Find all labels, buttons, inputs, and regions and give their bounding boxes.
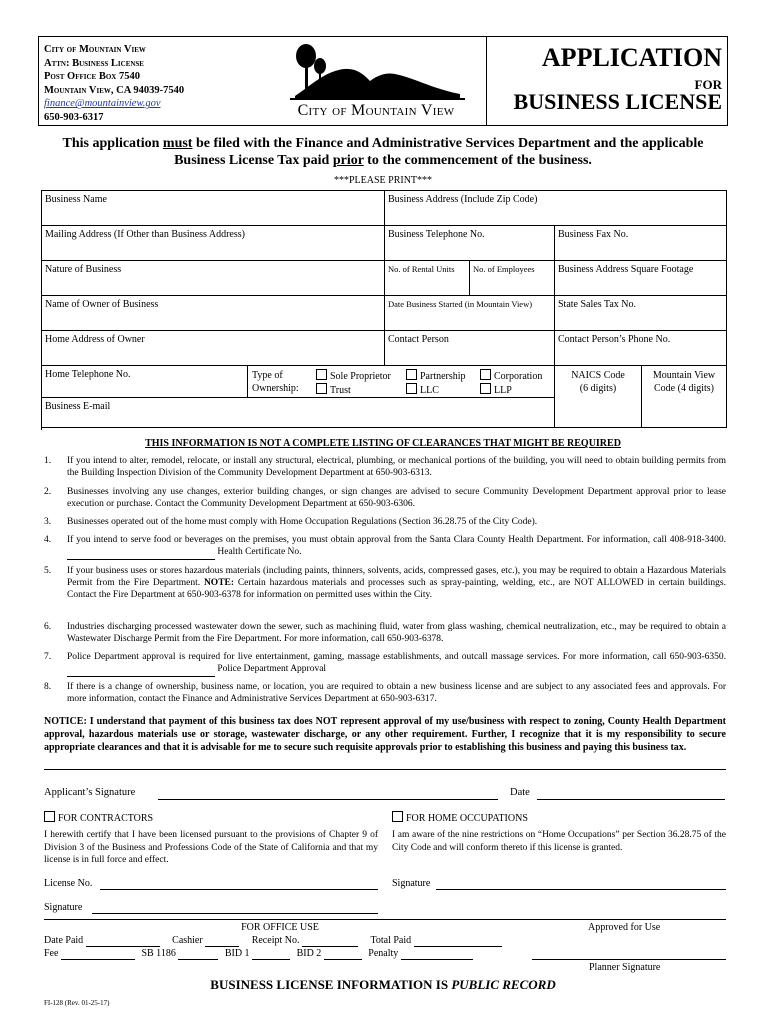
option-label: LLC — [420, 385, 439, 396]
title-business-license: BUSINESS LICENSE — [513, 89, 722, 114]
business-fax-field[interactable] — [555, 226, 727, 261]
clearance-item — [40, 652, 726, 677]
item-text: Certain hazardous materials and processes such as spray-painting, welding, etc., are NOT ALLOWED in certain buildings. Contact the Fire Department at 650-903-6378 for information on permitted uses within the City. — [67, 577, 726, 600]
police-approval-input[interactable] — [67, 664, 215, 677]
option-label: Partnership — [420, 371, 466, 382]
item-number: 6. — [44, 622, 52, 632]
llc-option[interactable] — [406, 383, 466, 397]
item-note: NOTE: — [203, 577, 235, 588]
option-label: FOR HOME OCCUPATIONS — [406, 813, 528, 824]
date-started-field[interactable] — [385, 296, 555, 331]
mailing-address-field[interactable] — [42, 226, 385, 261]
field-label: Home Telephone No. — [45, 369, 131, 380]
item-number: 1. — [44, 456, 52, 466]
item-number: 3. — [44, 517, 52, 527]
applicant-notice: NOTICE: I understand that payment of this business tax does NOT represent approval of my use/business with respect to zoning, County Health Department approval, hazardous materials use or storage, wastewater discharge, or any other requirement. Further, I recognize that it is my responsibility to secure appropriate clearances and that it is advisable for me to secure such requisite approvals prior to establishing this business and paying this business tax. — [44, 716, 726, 753]
clearance-item — [40, 622, 726, 646]
square-footage-field[interactable] — [555, 261, 727, 296]
ownership-type-group — [248, 366, 555, 398]
form-revision-id: FI-128 (Rev. 01-25-17) — [44, 999, 110, 1007]
state-sales-tax-field[interactable] — [555, 296, 727, 331]
home-signature-label: Signature — [392, 878, 431, 889]
clearance-item — [40, 487, 726, 511]
bid2-input[interactable] — [324, 948, 362, 960]
address-line: Mountain View, CA 94039-7540 — [44, 84, 185, 96]
intro-prior: prior — [332, 153, 364, 168]
office-use-divider — [44, 919, 726, 920]
title-for: FOR — [694, 77, 722, 92]
total-paid-label: Total Paid — [370, 935, 412, 946]
contractors-certification: I herewith certify that I have been licensed pursuant to the provisions of Chapter 9 of Division 3 of the Business and Professions Code of the State of California and that my license is in full force and effect. — [44, 830, 378, 865]
applicant-signature-label: Applicant’s Signature — [44, 787, 136, 798]
field-label: Nature of Business — [45, 264, 122, 275]
title-block — [490, 36, 728, 126]
date-line[interactable] — [537, 799, 725, 800]
total-paid-input[interactable] — [414, 935, 502, 947]
item-number: 8. — [44, 682, 52, 692]
llc-checkbox[interactable] — [406, 383, 417, 394]
corporation-option[interactable] — [480, 369, 542, 383]
contractors-option[interactable] — [44, 811, 153, 824]
filing-notice — [38, 135, 728, 169]
field-label: Mountain View — [652, 370, 716, 381]
partnership-option[interactable] — [406, 369, 466, 383]
ownership-label: Ownership: — [252, 383, 299, 394]
office-row-1 — [44, 935, 502, 947]
field-label: Business Name — [45, 194, 107, 205]
llp-checkbox[interactable] — [480, 383, 491, 394]
field-label: Mailing Address (If Other than Business Address) — [45, 229, 245, 240]
option-label: Sole Proprietor — [330, 371, 391, 382]
item-number: 5. — [44, 566, 52, 576]
email-link[interactable]: finance@mountainview.gov — [44, 98, 161, 110]
home-occupations-statement: I am aware of the nine restrictions on “Home Occupations” per Section 36.28.75 of the City Code and will conform thereto if this license is granted. — [392, 830, 726, 853]
home-occupations-checkbox[interactable] — [392, 811, 403, 822]
fee-label: Fee — [44, 948, 59, 959]
item-number: 4. — [44, 535, 52, 545]
address-line: Post Office Box 7540 — [44, 71, 140, 83]
footer-emphasis: PUBLIC RECORD — [451, 977, 556, 992]
bid2-label: BID 2 — [296, 948, 322, 959]
option-label: FOR CONTRACTORS — [58, 813, 154, 824]
corporation-checkbox[interactable] — [480, 369, 491, 380]
footer-text: BUSINESS LICENSE INFORMATION IS — [210, 977, 452, 992]
cashier-input[interactable] — [205, 935, 239, 947]
home-phone-field[interactable] — [42, 366, 248, 398]
bid1-input[interactable] — [252, 948, 290, 960]
sb1186-label: SB 1186 — [141, 948, 176, 959]
clearance-item — [40, 535, 726, 560]
contractor-signature-label: Signature — [44, 902, 83, 913]
item-text: If there is a change of ownership, business name, or location, you are required to obtain a new business license and are subject to any associated fees and approvals. For more information, contact the Finance and Administrative Services Department at 650-903-6317. — [67, 682, 726, 704]
field-label: Business Address Square Footage — [558, 264, 694, 275]
field-label: Business E-mail — [45, 401, 111, 412]
field-label: State Sales Tax No. — [558, 299, 636, 310]
contact-phone-field[interactable] — [555, 331, 727, 366]
address-line: City of Mountain View — [44, 44, 146, 55]
title-application: APPLICATION — [541, 43, 722, 72]
intro-must: must — [162, 136, 193, 151]
field-label: NAICS Code — [571, 370, 625, 381]
approved-for-use-label: Approved for Use — [588, 922, 661, 933]
employees-field[interactable] — [470, 261, 555, 296]
city-logo — [265, 36, 487, 126]
mailing-address-block — [44, 43, 184, 125]
bid1-label: BID 1 — [224, 948, 250, 959]
clearances-title: THIS INFORMATION IS NOT A COMPLETE LISTING OF CLEARANCES THAT MIGHT BE REQUIRED — [145, 438, 621, 449]
field-label: Contact Person — [388, 334, 449, 345]
sole-proprietor-checkbox[interactable] — [316, 369, 327, 380]
field-label: Code (4 digits) — [654, 383, 714, 394]
contractors-checkbox[interactable] — [44, 811, 55, 822]
date-paid-input[interactable] — [86, 935, 160, 947]
field-label: No. of Rental Units — [388, 264, 455, 274]
type-of-label: Type of — [252, 370, 283, 381]
item-number: 7. — [44, 652, 52, 662]
field-label: Contact Person’s Phone No. — [558, 334, 671, 345]
item-text: If you intend to alter, remodel, relocate, or install any structural, electrical, plumbing, or mechanical portions of the building, you will need to obtain building permits from the Building Inspection Division of the Community Development Department at 650-903-6313. — [67, 456, 726, 478]
intro-text: to the commencement of the business. — [363, 153, 592, 168]
item-suffix: Health Certificate No. — [217, 546, 302, 557]
field-label: Name of Owner of Business — [45, 299, 159, 310]
field-label: Date Business Started (in Mountain View) — [388, 299, 533, 309]
receipt-no-label: Receipt No. — [251, 935, 300, 946]
penalty-input[interactable] — [401, 948, 473, 960]
nature-of-business-field[interactable] — [42, 261, 385, 296]
public-record-notice — [38, 977, 728, 993]
owner-name-field[interactable] — [42, 296, 385, 331]
mountain-view-code-field[interactable] — [642, 366, 727, 428]
address-line: Attn: Business License — [44, 57, 144, 69]
penalty-label: Penalty — [368, 948, 399, 959]
field-label: Business Address (Include Zip Code) — [388, 194, 538, 205]
field-label: Business Fax No. — [558, 229, 629, 240]
business-name-field[interactable] — [42, 191, 385, 226]
item-suffix: Police Department Approval — [217, 663, 327, 674]
item-text: Businesses operated out of the home must comply with Home Occupation Regulations (Section 36.28.75 of the City Code). — [67, 517, 538, 527]
sole-proprietor-option[interactable] — [316, 369, 391, 383]
intro-text: This application — [62, 136, 163, 151]
planner-signature-label: Planner Signature — [589, 962, 661, 973]
fee-input[interactable] — [61, 948, 135, 960]
item-text: Businesses involving any use changes, exterior building changes, or sign changes are advised to secure Community Development Department approval prior to lease execution or purchase. Contact the Community Development Department at 650-903-6306. — [67, 487, 726, 509]
contractor-signature-line[interactable] — [92, 913, 378, 914]
business-email-field[interactable] — [42, 398, 555, 428]
date-paid-label: Date Paid — [44, 935, 84, 946]
license-no-line[interactable] — [100, 889, 378, 890]
license-no-label: License No. — [44, 878, 93, 889]
option-label: LLP — [494, 385, 512, 396]
health-certificate-input[interactable] — [67, 547, 215, 560]
trust-checkbox[interactable] — [316, 383, 327, 394]
cashier-label: Cashier — [172, 935, 203, 946]
business-phone-field[interactable] — [385, 226, 555, 261]
owner-home-address-field[interactable] — [42, 331, 385, 366]
llp-option[interactable] — [480, 383, 542, 397]
item-text: If you intend to serve food or beverages on the premises, you must obtain approval from the Santa Clara County Health Department. For information, call 408-918-3400. — [67, 535, 726, 545]
phone-number: 650-903-6317 — [44, 111, 104, 123]
clearance-item — [40, 566, 726, 601]
intro-text: be filed with the Finance and Administrative Services Department and the applicable Business License Tax paid — [174, 136, 704, 168]
option-label: Corporation — [494, 371, 543, 382]
planner-signature-line[interactable] — [532, 959, 726, 960]
home-signature-line[interactable] — [436, 889, 726, 890]
applicant-signature-line[interactable] — [158, 799, 498, 800]
office-use-title: FOR OFFICE USE — [241, 922, 319, 933]
receipt-no-input[interactable] — [302, 935, 358, 947]
item-text: Police Department approval is required for live entertainment, gaming, massage establishments, and outcall massage services. For more information, call 650-903-6350. — [67, 652, 726, 662]
sb1186-input[interactable] — [178, 948, 218, 960]
clearance-item — [40, 517, 726, 529]
field-label: Home Address of Owner — [45, 334, 145, 345]
date-label: Date — [510, 787, 530, 798]
clearance-item — [40, 456, 726, 480]
application-form-grid — [41, 190, 727, 430]
contact-person-field[interactable] — [385, 331, 555, 366]
field-label: No. of Employees — [473, 264, 535, 274]
partnership-checkbox[interactable] — [406, 369, 417, 380]
field-label: Business Telephone No. — [388, 229, 485, 240]
item-text: Industries discharging processed wastewater down the sewer, such as machining fluid, water from glass washing, chemical neutralization, etc., may be required to obtain a Wastewater Discharge Permit from the Fire Department. For more information, call 650-903-6378. — [67, 622, 726, 644]
office-row-2 — [44, 948, 473, 960]
field-label: (6 digits) — [579, 383, 617, 394]
item-text: If your business uses or stores hazardous materials (including paints, thinners, solvents, acids, compressed gases, etc.), you may be required to obtain a Hazardous Materials Permit from the Fire Department. — [67, 566, 726, 588]
rental-units-field[interactable] — [385, 261, 470, 296]
business-address-field[interactable] — [385, 191, 727, 226]
home-occupations-option[interactable] — [392, 811, 528, 824]
item-number: 2. — [44, 487, 52, 497]
clearance-item — [40, 682, 726, 706]
divider — [44, 769, 726, 770]
option-label: Trust — [330, 385, 351, 396]
please-print: ***PLEASE PRINT*** — [333, 175, 433, 186]
logo-text: City of Mountain View — [297, 102, 455, 119]
naics-code-field[interactable] — [555, 366, 642, 428]
trust-option[interactable] — [316, 383, 391, 397]
